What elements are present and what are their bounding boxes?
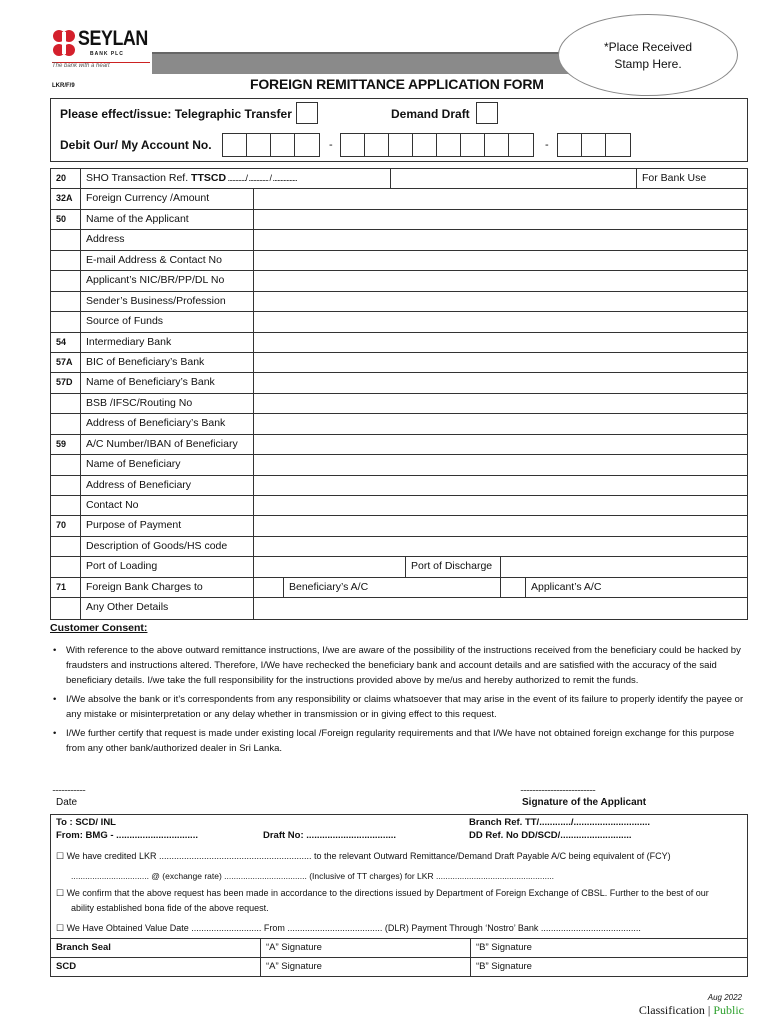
header-bar [152,52,592,74]
beneficiary-ac-label: Beneficiary’s A/C [284,578,501,597]
separator: - [329,139,333,151]
scd-signature-row [51,957,747,976]
credited-checkbox-text[interactable]: ☐ We have credited LKR ............................................................. to the relevant Outward Remittance/Demand Draft Payable A/C being equivalent of (FCY) [56,851,671,861]
field-label: BSB /IFSC/Routing No [81,394,254,413]
account-part-3-input[interactable] [557,133,631,157]
separator: | [704,1003,714,1017]
table-row [51,598,747,618]
table-row [51,169,747,189]
field-value-input[interactable] [254,455,747,474]
field-code [51,230,81,249]
field-code: 57A [51,353,81,372]
field-code [51,455,81,474]
table-row [51,557,747,577]
branch-signature-row [51,938,747,957]
field-label: Address of Beneficiary’s Bank [81,414,254,433]
field-value-input[interactable] [254,537,747,556]
field-code [51,394,81,413]
form-code: LKR/F/9 [52,83,75,89]
field-label: Contact No [81,496,254,515]
field-code [51,598,81,618]
field-label: Address [81,230,254,249]
date-line[interactable]: ...................... [52,783,86,793]
field-label: Description of Goods/HS code [81,537,254,556]
ref-prefix: TTSCD [191,172,227,184]
for-bank-use-label: For Bank Use [642,172,707,184]
remittance-details-table [50,168,748,620]
field-value-input[interactable] [254,373,747,392]
from-field: From: BMG - ............................... [56,830,198,841]
field-value-input[interactable] [254,394,747,413]
table-row [51,394,747,414]
port-of-discharge-input[interactable] [501,557,747,576]
a-signature[interactable]: “A” Signature [261,939,471,957]
field-code: 32A [51,189,81,208]
b-signature[interactable]: “B” Signature [476,942,532,953]
field-code [51,476,81,495]
classification-label: Classification [638,1003,705,1017]
account-part-1-input[interactable] [222,133,320,157]
field-code: 50 [51,210,81,229]
field-value-input[interactable] [254,516,747,535]
field-value-input[interactable] [254,189,747,208]
separator: - [545,139,549,151]
brand-sub: BANK PLC [90,51,124,57]
field-value-input[interactable] [254,271,747,290]
beneficiary-charges-checkbox[interactable] [254,578,284,597]
table-row [51,414,747,434]
table-row [51,210,747,230]
field-label: A/C Number/IBAN of Beneficiary [81,435,254,454]
field-code [51,414,81,433]
table-row [51,271,747,291]
field-label: Foreign Currency /Amount [81,189,254,208]
table-row [51,251,747,271]
field-value-input[interactable] [254,312,747,331]
field-label: Name of the Applicant [81,210,254,229]
credited-details: ................................. @ (exchange rate) ................................... (Inclusive of TT charges) for LKR .................................................. [71,871,555,881]
field-code [51,312,81,331]
a-signature[interactable]: “A” Signature [261,958,471,976]
field-code [51,251,81,270]
stamp-area [558,14,738,96]
field-code: 57D [51,373,81,392]
confirm-checkbox-text[interactable]: ☐ We confirm that the above request has been made in accordance to the directions issued by Department of Foreign Exchange of CBSL. Further to the best of our [56,888,709,898]
classification-level: Public [713,1003,744,1017]
field-value-input[interactable] [254,598,747,618]
table-row [51,455,747,475]
field-label: Foreign Bank Charges to [81,578,254,597]
consent-item: • I/We absolve the bank or it’s correspondents from any responsibility or claims whatsoever that may arise in the event of its failure to properly identify the payee or any mistake or misinterpretation or any delay whether in transmission or in giving effect to this request. [50,692,750,722]
telegraphic-transfer-checkbox[interactable] [296,102,318,124]
port-of-discharge-label: Port of Discharge [406,557,501,576]
consent-item: • I/We further certify that request is made under existing local /Foreign regularity requirements and that I/We have not obtained foreign exchange for this purpose from any other bank/authorized dealer in Sri Lanka. [50,726,750,756]
field-label: Applicant’s NIC/BR/PP/DL No [81,271,254,290]
dd-ref-field: DD Ref. No DD/SCD/........................... [469,830,632,841]
field-value-input[interactable] [254,292,747,311]
field-code: 59 [51,435,81,454]
table-row [51,230,747,250]
draft-no-field: Draft No: .................................. [263,830,397,841]
value-date-checkbox-text[interactable]: ☐ We Have Obtained Value Date ............................ From ...................................... (DLR) Payment Through ‘Nostro’ Bank ........................................ [56,923,641,933]
field-label: Name of Beneficiary’s Bank [81,373,254,392]
signature-label: Signature of the Applicant [522,797,647,808]
field-value-input[interactable] [254,496,747,515]
field-value-input[interactable] [254,230,747,249]
table-row [51,435,747,455]
field-value-input[interactable] [254,414,747,433]
field-value-input[interactable] [254,210,747,229]
confirm-text: ability established bona fide of the above request. [71,903,269,913]
signature-line[interactable]: .................................................. [520,783,596,793]
table-row [51,516,747,536]
form-date: Aug 2022 [707,993,742,1002]
date-label: Date [56,797,78,808]
field-label: Address of Beneficiary [81,476,254,495]
field-label: Intermediary Bank [81,333,254,352]
field-label: Any Other Details [81,598,254,618]
field-value-input[interactable] [391,169,637,188]
field-label: Source of Funds [81,312,254,331]
table-row [51,496,747,516]
brand-name: SEYLAN [78,27,148,50]
field-value-input[interactable] [254,435,747,454]
table-row [51,578,747,598]
table-row [51,373,747,393]
scd-label: SCD [51,958,261,976]
consent-item: • With reference to the above outward remittance instructions, I/we are aware of the possibility of the instructions received from the beneficiary could be hacked by fraudsters and instructions altered. Therefore, I/We have rechecked the beneficiary bank and account details and are satisfied with the accuracy of the said beneficiary details. I/we take the full responsibility for the instructions provided above by me/us and hereby authorized to remit the funds. [50,643,750,688]
field-code [51,557,81,576]
seylan-logo-icon [52,28,76,58]
demand-draft-checkbox[interactable] [476,102,498,124]
field-value-input[interactable] [254,333,747,352]
field-code [51,496,81,515]
page-title: FOREIGN REMITTANCE APPLICATION FORM [250,76,544,92]
field-code [51,292,81,311]
field-value-input[interactable] [254,251,747,270]
bank-use-section [50,814,748,977]
field-value-input[interactable] [254,353,747,372]
table-row [51,476,747,496]
debit-account-label: Debit Our/ My Account No. [60,138,212,152]
account-part-2-input[interactable] [340,133,534,157]
field-code: 54 [51,333,81,352]
applicant-ac-label: Applicant’s A/C [531,580,602,593]
field-code: 71 [51,578,81,597]
effect-label: Please effect/issue: Telegraphic Transfer [60,107,292,121]
classification [639,1003,744,1018]
field-label: Purpose of Payment [81,516,254,535]
stamp-text: Stamp Here. [614,57,682,71]
table-row [51,312,747,332]
table-row [51,333,747,353]
demand-draft-label: Demand Draft [391,107,470,121]
field-label: BIC of Beneficiary’s Bank [81,353,254,372]
transaction-ref-field [81,169,391,188]
to-label: To : SCD/ INL [56,817,116,828]
field-code: 20 [51,169,81,188]
field-code [51,537,81,556]
consent-heading: Customer Consent: [50,622,148,634]
applicant-charges-checkbox[interactable] [501,578,526,597]
field-value-input[interactable] [254,476,747,495]
field-label: E-mail Address & Contact No [81,251,254,270]
port-of-loading-input[interactable] [254,557,406,576]
branch-seal-label: Branch Seal [51,939,261,957]
ref-dots[interactable]: ............/ ............. / ................ [226,173,297,183]
field-label: Name of Beneficiary [81,455,254,474]
transfer-type-box [50,98,748,162]
table-row [51,537,747,557]
branch-ref-field: Branch Ref. TT/............/............................. [469,817,651,828]
table-row [51,189,747,209]
field-code [51,271,81,290]
table-row [51,292,747,312]
brand-tagline: The bank with a heart [52,62,150,69]
table-row [51,353,747,373]
b-signature[interactable]: “B” Signature [476,961,532,972]
field-label: SHO Transaction Ref. [86,172,189,184]
field-code: 70 [51,516,81,535]
stamp-text: *Place Received [603,40,693,54]
field-label: Sender’s Business/Profession [81,292,254,311]
field-label: Port of Loading [81,557,254,576]
